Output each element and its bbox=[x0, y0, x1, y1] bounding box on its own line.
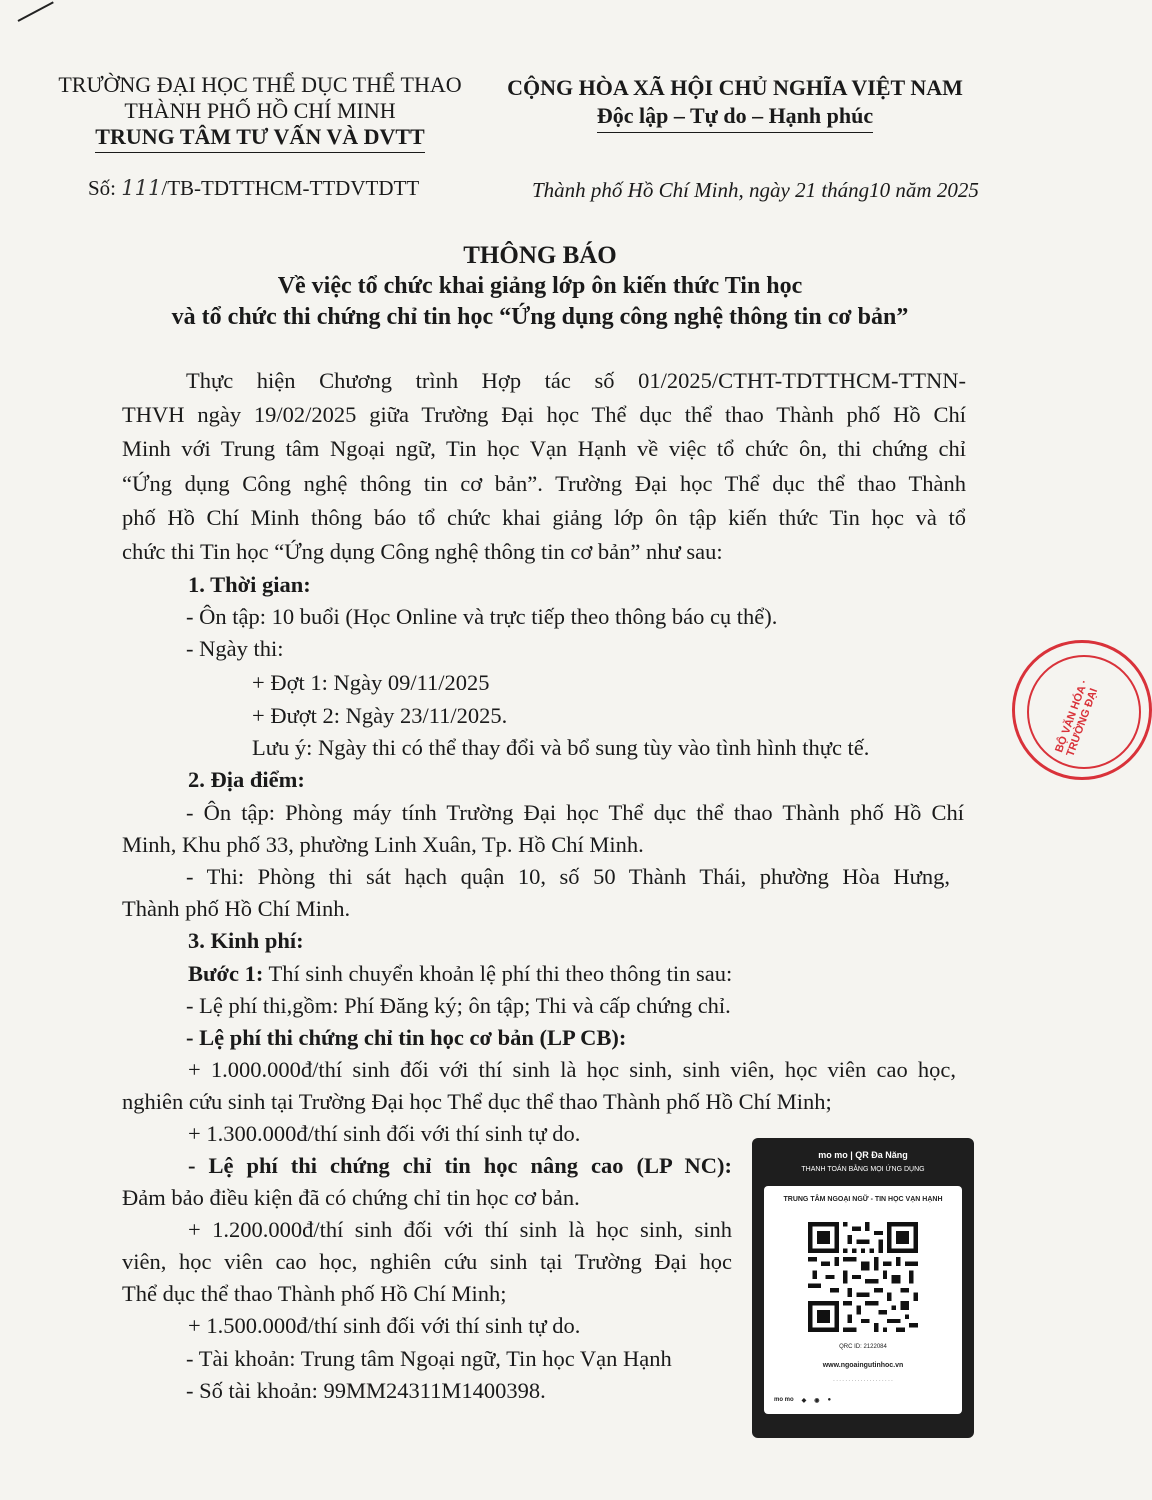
basic-fee-free: + 1.300.000đ/thí sinh đối với thí sinh tự do. bbox=[188, 1121, 581, 1146]
qr-brand: mo mo | QR Đa Năng bbox=[818, 1150, 908, 1160]
basic-fee-line1: + 1.000.000đ/thí sinh đối với thí sinh là học sinh, sinh viên, học viên cao học, bbox=[188, 1057, 956, 1082]
qr-note-icon: · · · · · · · · · · · · · · · · · · · · bbox=[833, 1378, 893, 1384]
doc-number-prefix: Số: bbox=[88, 176, 117, 200]
basic-fee-line2: nghiên cứu sinh tại Trường Đại học Thể dục thể thao Thành phố Hồ Chí Minh; bbox=[122, 1089, 832, 1114]
exam-round2: + Đượt 2: Ngày 23/11/2025. bbox=[252, 703, 508, 728]
intro-line: phố Hồ Chí Minh thông báo tổ chức khai giảng lớp ôn tập kiến thức Tin học và tổ bbox=[122, 505, 966, 530]
shield-icon: ◆ bbox=[801, 1397, 807, 1404]
doc-title: THÔNG BÁO bbox=[463, 242, 617, 269]
exam-location-line1: - Thi: Phòng thi sát hạch quận 10, số 50 Thành Thái, phường Hòa Hưng, bbox=[186, 864, 950, 889]
step1 bbox=[188, 961, 732, 987]
date-line: Thành phố Hồ Chí Minh, ngày 21 tháng10 năm 2025 bbox=[532, 178, 979, 202]
intro-line: chức thi Tin học “Ứng dụng Công nghệ thông tin cơ bản” như sau: bbox=[122, 539, 723, 564]
advanced-fee-condition: Đảm bảo điều kiện đã có chứng chỉ tin học cơ bản. bbox=[122, 1185, 580, 1210]
advanced-fee-line2: viên, học viên cao học, nghiên cứu sinh tại Trường Đại học bbox=[122, 1249, 732, 1274]
step1-label: Bước 1: bbox=[188, 961, 264, 986]
section2-heading: 2. Địa điểm: bbox=[188, 767, 305, 792]
advanced-fee-line1: + 1.200.000đ/thí sinh đối với thí sinh là học sinh, sinh bbox=[188, 1217, 732, 1242]
pen-mark bbox=[18, 1, 54, 22]
doc-number-handwritten: 111 bbox=[121, 176, 162, 200]
nation-line2: Độc lập – Tự do – Hạnh phúc bbox=[597, 102, 873, 133]
exam-location-line2: Thành phố Hồ Chí Minh. bbox=[122, 896, 351, 921]
exam-round1: + Đợt 1: Ngày 09/11/2025 bbox=[252, 670, 490, 695]
qr-id: QRC ID: 2122084 bbox=[839, 1344, 887, 1350]
bank-account-number: - Số tài khoản: 99MM24311M1400398. bbox=[186, 1378, 546, 1403]
qr-footer bbox=[774, 1392, 952, 1408]
qr-website: www.ngoaingutinhoc.vn bbox=[822, 1362, 904, 1369]
intro-line: “Ứng dụng Công nghệ thông tin cơ bản”. Trường Đại học Thể dục thể thao Thành bbox=[122, 471, 966, 496]
nation-line2-wrap bbox=[490, 102, 980, 133]
bank-icon: ◉ bbox=[814, 1397, 820, 1404]
qr-subtitle: THANH TOÁN BẰNG MỌI ỨNG DỤNG bbox=[801, 1166, 925, 1173]
section1-heading: 1. Thời gian: bbox=[188, 572, 311, 597]
issuing-organization bbox=[40, 72, 480, 153]
doc-subtitle-line1: Về việc tổ chức khai giảng lớp ôn kiến thức Tin học bbox=[277, 273, 803, 299]
exam-date-label: - Ngày thi: bbox=[186, 636, 284, 661]
intro-line: THVH ngày 19/02/2025 giữa Trường Đại học Thể dục thể thao Thành phố Hồ Chí bbox=[122, 402, 966, 427]
exam-date-note: Lưu ý: Ngày thi có thể thay đổi và bổ sung tùy vào tình hình thực tế. bbox=[252, 735, 870, 760]
advanced-fee-heading: - Lệ phí thi chứng chỉ tin học nâng cao (LP NC): bbox=[188, 1153, 732, 1178]
review-location-line2: Minh, Khu phố 33, phường Linh Xuân, Tp. Hồ Chí Minh. bbox=[122, 832, 644, 857]
advanced-fee-line3: Thể dục thể thao Thành phố Hồ Chí Minh; bbox=[122, 1281, 507, 1306]
org-line2: THÀNH PHỐ HỒ CHÍ MINH bbox=[124, 98, 396, 123]
bank-account-name: - Tài khoản: Trung tâm Ngoại ngữ, Tin học Vạn Hạnh bbox=[186, 1346, 672, 1371]
step1-text: Thí sinh chuyển khoản lệ phí thi theo thông tin sau: bbox=[263, 961, 733, 986]
doc-subtitle-line2: và tổ chức thi chứng chỉ tin học “Ứng dụng công nghệ thông tin cơ bản” bbox=[171, 304, 909, 330]
section3-heading: 3. Kinh phí: bbox=[188, 928, 304, 953]
intro-line: Thực hiện Chương trình Hợp tác số 01/2025/CTHT-TDTTHCM-TTNN- bbox=[186, 368, 966, 393]
fee-includes: - Lệ phí thi,gồm: Phí Đăng ký; ôn tập; Thi và cấp chứng chỉ. bbox=[186, 993, 731, 1018]
basic-fee-heading: - Lệ phí thi chứng chỉ tin học cơ bản (LP CB): bbox=[186, 1025, 627, 1050]
qr-code-icon[interactable] bbox=[808, 1222, 918, 1332]
org-line3: TRUNG TÂM TƯ VẤN VÀ DVTT bbox=[95, 124, 424, 153]
stamp-text: BỘ VĂN HÓA · TRƯỜNG ĐẠI bbox=[1053, 678, 1101, 759]
official-stamp bbox=[1012, 640, 1152, 780]
momo-logo: mo mo bbox=[774, 1397, 794, 1403]
intro-line: Minh với Trung tâm Ngoại ngữ, Tin học Vạn Hạnh về việc tổ chức ôn, thi chứng chỉ bbox=[122, 436, 966, 461]
org-line1: TRƯỜNG ĐẠI HỌC THỂ DỤC THỂ THAO bbox=[58, 72, 462, 97]
qr-payment-card[interactable] bbox=[752, 1138, 974, 1438]
wallet-icon: ● bbox=[827, 1397, 832, 1403]
qr-panel bbox=[764, 1186, 962, 1414]
nation-line1: CỘNG HÒA XÃ HỘI CHỦ NGHĨA VIỆT NAM bbox=[507, 75, 963, 100]
review-sessions: - Ôn tập: 10 buổi (Học Online và trực tiếp theo thông báo cụ thể). bbox=[186, 604, 778, 629]
qr-center-name: TRUNG TÂM NGOẠI NGỮ - TIN HỌC VẠN HẠNH bbox=[783, 1196, 943, 1203]
review-location-line1: - Ôn tập: Phòng máy tính Trường Đại học Thể dục thể thao Thành phố Hồ Chí bbox=[186, 800, 964, 825]
national-motto bbox=[490, 74, 980, 133]
document-number bbox=[88, 176, 419, 201]
org-line3-wrap bbox=[40, 124, 480, 153]
doc-number-suffix: /TB-TDTTHCM-TTDVTDTT bbox=[161, 176, 420, 200]
advanced-fee-free: + 1.500.000đ/thí sinh đối với thí sinh tự do. bbox=[188, 1313, 581, 1338]
